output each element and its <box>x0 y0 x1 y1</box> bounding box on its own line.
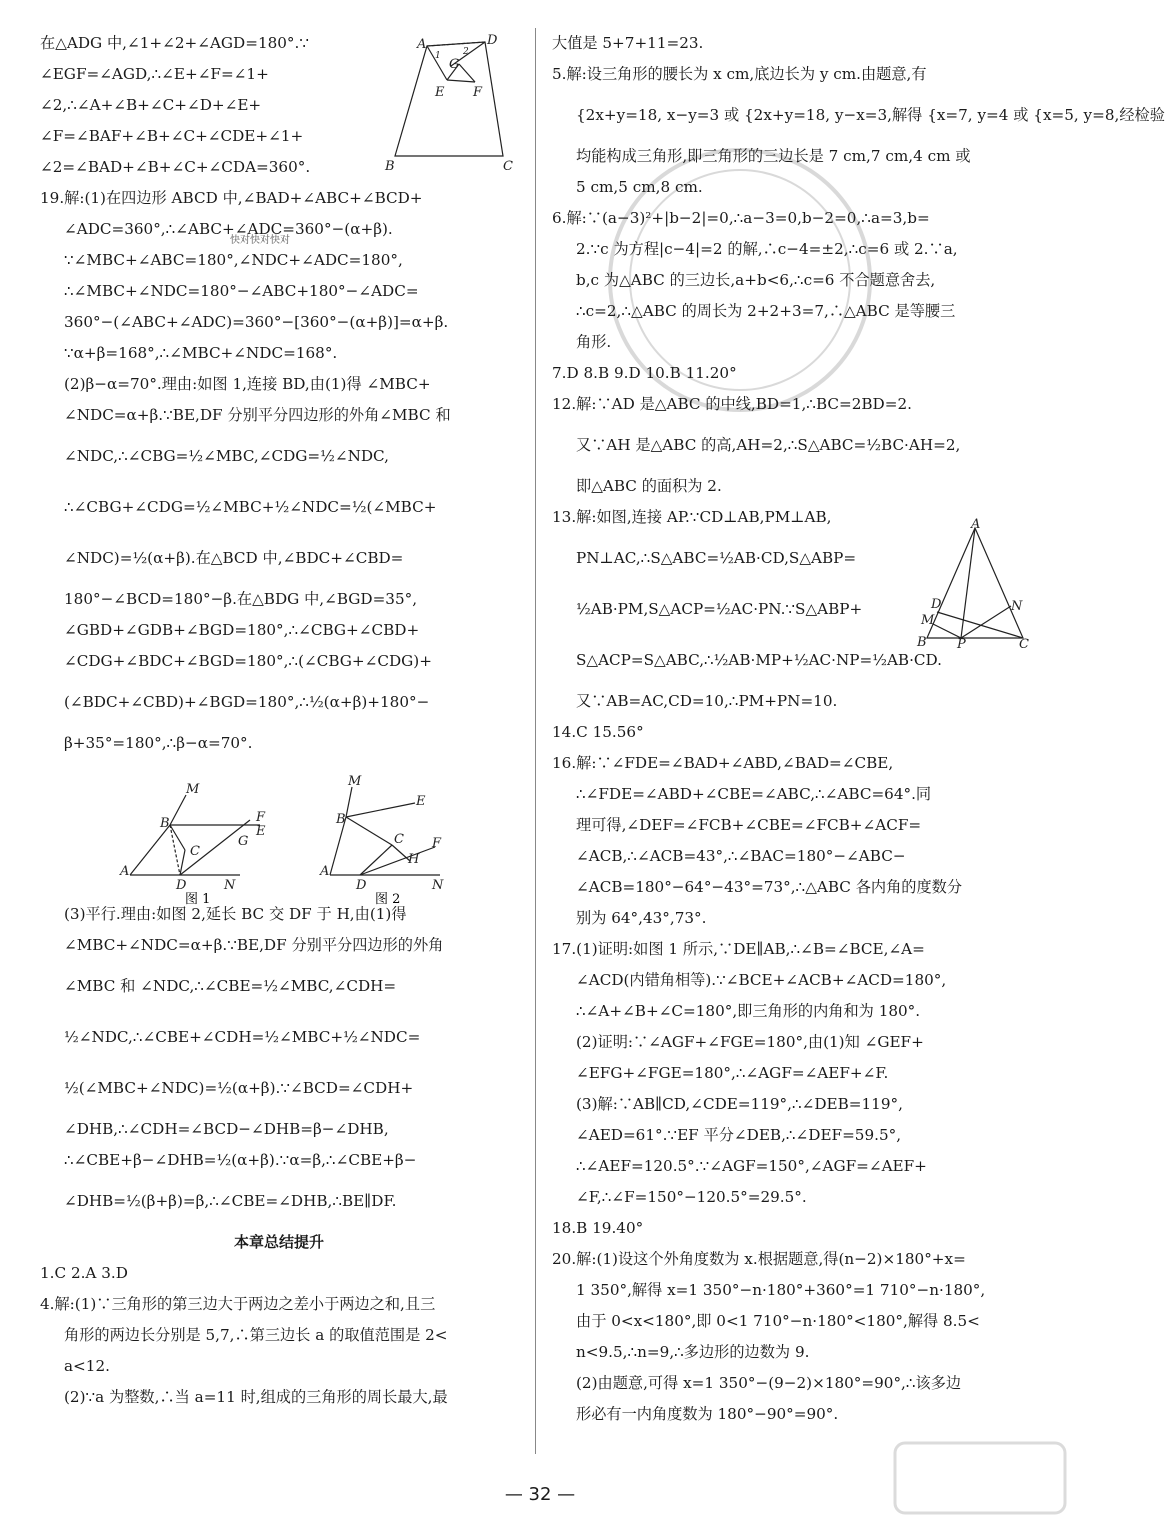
svg-text:B: B <box>917 635 927 650</box>
column-divider <box>535 28 536 1454</box>
text-line: 16.解:∵∠FDE=∠BAD+∠ABD,∠BAD=∠CBE, <box>552 754 894 772</box>
text-line: 13.解:如图,连接 AP.∵CD⊥AB,PM⊥AB, <box>552 508 832 526</box>
text-line: ∴c=2,∴△ABC 的周长为 2+2+3=7,∴△ABC 是等腰三 <box>576 302 956 320</box>
svg-text:M: M <box>921 613 935 628</box>
text-line: ∠F,∴∠F=150°−120.5°=29.5°. <box>576 1188 807 1206</box>
text-line: ∴∠MBC+∠NDC=180°−∠ABC+180°−∠ADC= <box>64 282 419 300</box>
svg-text:D: D <box>176 878 187 893</box>
svg-text:M: M <box>348 774 362 789</box>
text-line: ∠2=∠BAD+∠B+∠C+∠CDA=360°. <box>40 158 311 176</box>
text-line: (∠BDC+∠CBD)+∠BGD=180°,∴½(α+β)+180°− <box>64 693 430 711</box>
text-line: 5 cm,5 cm,8 cm. <box>576 178 703 196</box>
text-line: 大值是 5+7+11=23. <box>552 34 704 52</box>
text-line: ∴∠AEF=120.5°.∵∠AGF=150°,∠AGF=∠AEF+ <box>576 1157 927 1175</box>
figure-1-caption: 图 1 <box>185 892 211 907</box>
text-line: 14.C 15.56° <box>552 723 644 741</box>
svg-text:F: F <box>432 836 442 851</box>
text-line: (3)平行.理由:如图 2,延长 BC 交 DF 于 H,由(1)得 <box>64 905 407 923</box>
text-line: 5.解:设三角形的腰长为 x cm,底边长为 y cm.由题意,有 <box>552 65 927 83</box>
text-line: 角形的两边长分别是 5,7,∴第三边长 a 的取值范围是 2< <box>64 1326 448 1344</box>
text-line: 7.D 8.B 9.D 10.B 11.20° <box>552 364 737 382</box>
text-line: 形必有一内角度数为 180°−90°=90°. <box>576 1405 839 1423</box>
svg-text:A: A <box>120 864 130 879</box>
section-title: 本章总结提升 <box>233 1233 324 1251</box>
text-line: 12.解:∵AD 是△ABC 的中线,BD=1,∴BC=2BD=2. <box>552 395 912 413</box>
text-line: 1.C 2.A 3.D <box>40 1264 128 1282</box>
text-line: a<12. <box>64 1357 110 1375</box>
text-line: ∠F=∠BAF+∠B+∠C+∠CDE+∠1+ <box>40 127 304 145</box>
text-line: 6.解:∵(a−3)²+|b−2|=0,∴a−3=0,b−2=0,∴a=3,b= <box>552 209 930 227</box>
text-line: ∠NDC=α+β.∵BE,DF 分别平分四边形的外角∠MBC 和 <box>64 406 451 424</box>
text-line: 理可得,∠DEF=∠FCB+∠CBE=∠FCB+∠ACF= <box>576 816 922 834</box>
text-line: ½(∠MBC+∠NDC)=½(α+β).∵∠BCD=∠CDH+ <box>64 1079 414 1097</box>
text-line: 1 350°,解得 x=1 350°−n·180°+360°=1 710°−n·180°, <box>576 1281 986 1299</box>
watermark-stamp: 快对快对快对 <box>230 235 290 246</box>
text-line: 角形. <box>576 333 612 351</box>
text-line: ∠AED=61°.∵EF 平分∠DEB,∴∠DEF=59.5°, <box>576 1126 902 1144</box>
watermark-seal <box>600 140 880 420</box>
svg-text:B: B <box>160 816 170 831</box>
text-line: 又∵AB=AC,CD=10,∴PM+PN=10. <box>576 692 838 710</box>
text-line: {2x+y=18, x−y=3 或 {2x+y=18, y−x=3,解得 {x=7, y=4 或 {x=5, y=8,经检验 <box>576 106 1165 124</box>
text-line: ∠EFG+∠FGE=180°,∴∠AGF=∠AEF+∠F. <box>576 1064 889 1082</box>
figure-1 <box>120 775 290 905</box>
text-line: (2)β−α=70°.理由:如图 1,连接 BD,由(1)得 ∠MBC+ <box>64 375 431 393</box>
svg-text:C: C <box>503 159 513 174</box>
text-line: 2.∵c 为方程|c−4|=2 的解,∴c−4=±2,∴c=6 或 2.∵a, <box>576 240 958 258</box>
text-line: ∴∠CBG+∠CDG=½∠MBC+½∠NDC=½(∠MBC+ <box>64 498 437 516</box>
svg-text:D: D <box>356 878 367 893</box>
svg-text:N: N <box>1011 599 1023 614</box>
svg-text:F: F <box>473 85 483 100</box>
text-line: (3)解:∵AB∥CD,∠CDE=119°,∴∠DEB=119°, <box>576 1095 903 1113</box>
svg-text:1: 1 <box>435 51 441 61</box>
text-line: 360°−(∠ABC+∠ADC)=360°−[360°−(α+β)]=α+β. <box>64 313 449 331</box>
svg-text:F: F <box>256 810 266 825</box>
svg-text:D: D <box>931 597 942 612</box>
text-line: b,c 为△ABC 的三边长,a+b<6,∴c=6 不合题意舍去, <box>576 271 936 289</box>
text-line: 在△ADG 中,∠1+∠2+∠AGD=180°.∵ <box>40 34 310 52</box>
text-line: PN⊥AC,∴S△ABC=½AB·CD,S△ABP= <box>576 549 857 567</box>
text-line: ∠EGF=∠AGD,∴∠E+∠F=∠1+ <box>40 65 269 83</box>
text-line: ∠MBC 和 ∠NDC,∴∠CBE=½∠MBC,∠CDH= <box>64 977 397 995</box>
text-line: 均能构成三角形,即三角形的三边长是 7 cm,7 cm,4 cm 或 <box>576 147 971 165</box>
figure-2-caption: 图 2 <box>375 892 401 907</box>
text-line: ∠NDC)=½(α+β).在△BCD 中,∠BDC+∠CBD= <box>64 549 404 567</box>
svg-text:C: C <box>394 832 404 847</box>
text-line: ∠ACB,∴∠ACB=43°,∴∠BAC=180°−∠ABC− <box>576 847 906 865</box>
text-line: (2)∵a 为整数,∴当 a=11 时,组成的三角形的周长最大,最 <box>64 1388 448 1406</box>
text-line: 4.解:(1)∵三角形的第三边大于两边之差小于两边之和,且三 <box>40 1295 436 1313</box>
svg-text:E: E <box>416 794 426 809</box>
text-line: 又∵AH 是△ABC 的高,AH=2,∴S△ABC=½BC·AH=2, <box>576 436 961 454</box>
figure-triangle-q13 <box>915 517 1035 652</box>
text-line: ∠CDG+∠BDC+∠BGD=180°,∴(∠CBG+∠CDG)+ <box>64 652 432 670</box>
text-line: ∴∠FDE=∠ABD+∠CBE=∠ABC,∴∠ABC=64°.同 <box>576 785 932 803</box>
svg-text:C: C <box>1019 637 1029 652</box>
svg-text:H: H <box>408 852 420 867</box>
svg-text:C: C <box>190 844 200 859</box>
svg-text:B: B <box>385 159 395 174</box>
svg-text:A: A <box>971 517 981 532</box>
text-line: 180°−∠BCD=180°−β.在△BDG 中,∠BGD=35°, <box>64 590 418 608</box>
svg-text:N: N <box>432 878 444 893</box>
svg-text:P: P <box>957 637 966 652</box>
text-line: 18.B 19.40° <box>552 1219 644 1237</box>
text-line: 19.解:(1)在四边形 ABCD 中,∠BAD+∠ABC+∠BCD+ <box>40 189 423 207</box>
svg-text:A: A <box>417 37 427 52</box>
text-line: 20.解:(1)设这个外角度数为 x.根据题意,得(n−2)×180°+x= <box>552 1250 966 1268</box>
text-line: β+35°=180°,∴β−α=70°. <box>64 734 253 752</box>
text-line: n<9.5,∴n=9,∴多边形的边数为 9. <box>576 1343 810 1361</box>
text-line: ∵α+β=168°,∴∠MBC+∠NDC=168°. <box>64 344 338 362</box>
page-number: — 32 — <box>504 1484 576 1505</box>
text-line: ∠DHB,∴∠CDH=∠BCD−∠DHB=β−∠DHB, <box>64 1120 389 1138</box>
svg-text:E: E <box>435 85 445 100</box>
text-line: S△ACP=S△ABC,∴½AB·MP+½AC·NP=½AB·CD. <box>576 651 942 669</box>
svg-text:B: B <box>336 812 346 827</box>
text-line: ∠GBD+∠GDB+∠BGD=180°,∴∠CBG+∠CBD+ <box>64 621 420 639</box>
svg-text:A: A <box>320 864 330 879</box>
text-line: ∴∠A+∠B+∠C=180°,即三角形的内角和为 180°. <box>576 1002 921 1020</box>
text-line: (2)证明:∵∠AGF+∠FGE=180°,由(1)知 ∠GEF+ <box>576 1033 924 1051</box>
svg-text:N: N <box>224 878 236 893</box>
svg-text:G: G <box>449 57 460 72</box>
text-line: (2)由题意,可得 x=1 350°−(9−2)×180°=90°,∴该多边 <box>576 1374 962 1392</box>
text-line: ∠DHB=½(β+β)=β,∴∠CBE=∠DHB,∴BE∥DF. <box>64 1192 397 1210</box>
text-line: ∠NDC,∴∠CBG=½∠MBC,∠CDG=½∠NDC, <box>64 447 389 465</box>
text-line: ∵∠MBC+∠ABC=180°,∠NDC+∠ADC=180°, <box>64 251 403 269</box>
svg-text:2: 2 <box>463 47 469 57</box>
text-line: ½AB·PM,S△ACP=½AC·PN.∵S△ABP+ <box>576 600 863 618</box>
figure-trapezoid <box>385 32 520 172</box>
svg-text:M: M <box>186 782 200 797</box>
text-line: 17.(1)证明:如图 1 所示,∵DE∥AB,∴∠B=∠BCE,∠A= <box>552 940 925 958</box>
text-line: ∠ADC=360°,∴∠ABC+∠ADC=360°−(α+β). <box>64 220 393 238</box>
text-line: 即△ABC 的面积为 2. <box>576 477 722 495</box>
text-line: 由于 0<x<180°,即 0<1 710°−n·180°<180°,解得 8.5< <box>576 1312 980 1330</box>
text-line: ∴∠CBE+β−∠DHB=½(α+β).∵α=β,∴∠CBE+β− <box>64 1151 417 1169</box>
svg-text:G: G <box>238 834 249 849</box>
watermark-logo <box>890 1438 1070 1518</box>
svg-text:E: E <box>256 824 266 839</box>
text-line: ∠2,∴∠A+∠B+∠C+∠D+∠E+ <box>40 96 262 114</box>
svg-text:D: D <box>487 33 498 48</box>
text-line: ½∠NDC,∴∠CBE+∠CDH=½∠MBC+½∠NDC= <box>64 1028 421 1046</box>
text-line: ∠ACD(内错角相等).∵∠BCE+∠ACB+∠ACD=180°, <box>576 971 947 989</box>
text-line: ∠ACB=180°−64°−43°=73°,∴△ABC 各内角的度数分 <box>576 878 963 896</box>
text-line: ∠MBC+∠NDC=α+β.∵BE,DF 分别平分四边形的外角 <box>64 936 444 954</box>
figure-2 <box>320 775 490 905</box>
text-line: 别为 64°,43°,73°. <box>576 909 707 927</box>
